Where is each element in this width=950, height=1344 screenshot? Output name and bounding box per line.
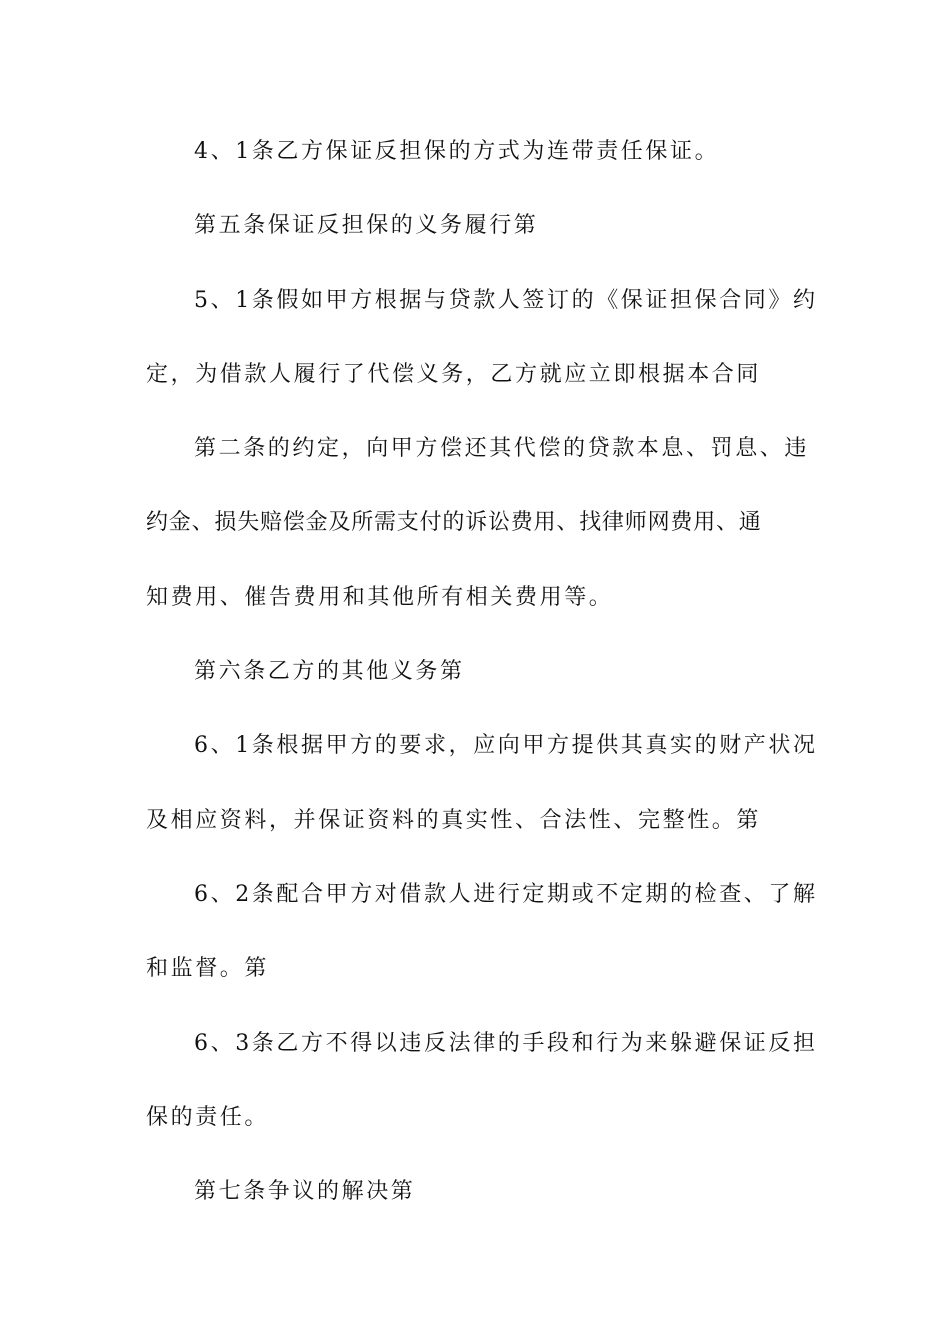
text-line-clause-4-1: 4、1条乙方保证反担保的方式为连带责任保证。 (194, 139, 720, 164)
text-line-article-7-heading: 第七条争议的解决第 (194, 1179, 416, 1204)
text-line-article-6-heading: 第六条乙方的其他义务第 (194, 659, 465, 684)
text-line-clause-6-2-cont: 和监督。第 (146, 956, 270, 981)
text-line-clause-6-2-start: 6、2条配合甲方对借款人进行定期或不定期的检查、了解 (194, 882, 818, 907)
text-line-clause-6-3-cont: 保的责任。 (146, 1105, 270, 1130)
text-line-article-2-reference: 第二条的约定，向甲方偿还其代偿的贷款本息、罚息、违 (194, 436, 810, 461)
text-line-fees-list: 约金、损失赔偿金及所需支付的诉讼费用、找律师网费用、通 (146, 510, 762, 535)
text-line-clause-6-3-start: 6、3条乙方不得以违反法律的手段和行为来躲避保证反担 (194, 1031, 818, 1056)
text-line-clause-5-1-start: 5、1条假如甲方根据与贷款人签订的《保证担保合同》约 (194, 288, 818, 313)
text-line-fees-end: 知费用、催告费用和其他所有相关费用等。 (146, 585, 614, 610)
text-line-article-5-heading: 第五条保证反担保的义务履行第 (194, 213, 539, 238)
text-line-clause-6-1-cont: 及相应资料，并保证资料的真实性、合法性、完整性。第 (146, 808, 762, 833)
text-line-clause-5-1-cont: 定，为借款人履行了代偿义务，乙方就应立即根据本合同 (146, 362, 762, 387)
text-line-clause-6-1-start: 6、1条根据甲方的要求，应向甲方提供其真实的财产状况 (194, 733, 818, 758)
